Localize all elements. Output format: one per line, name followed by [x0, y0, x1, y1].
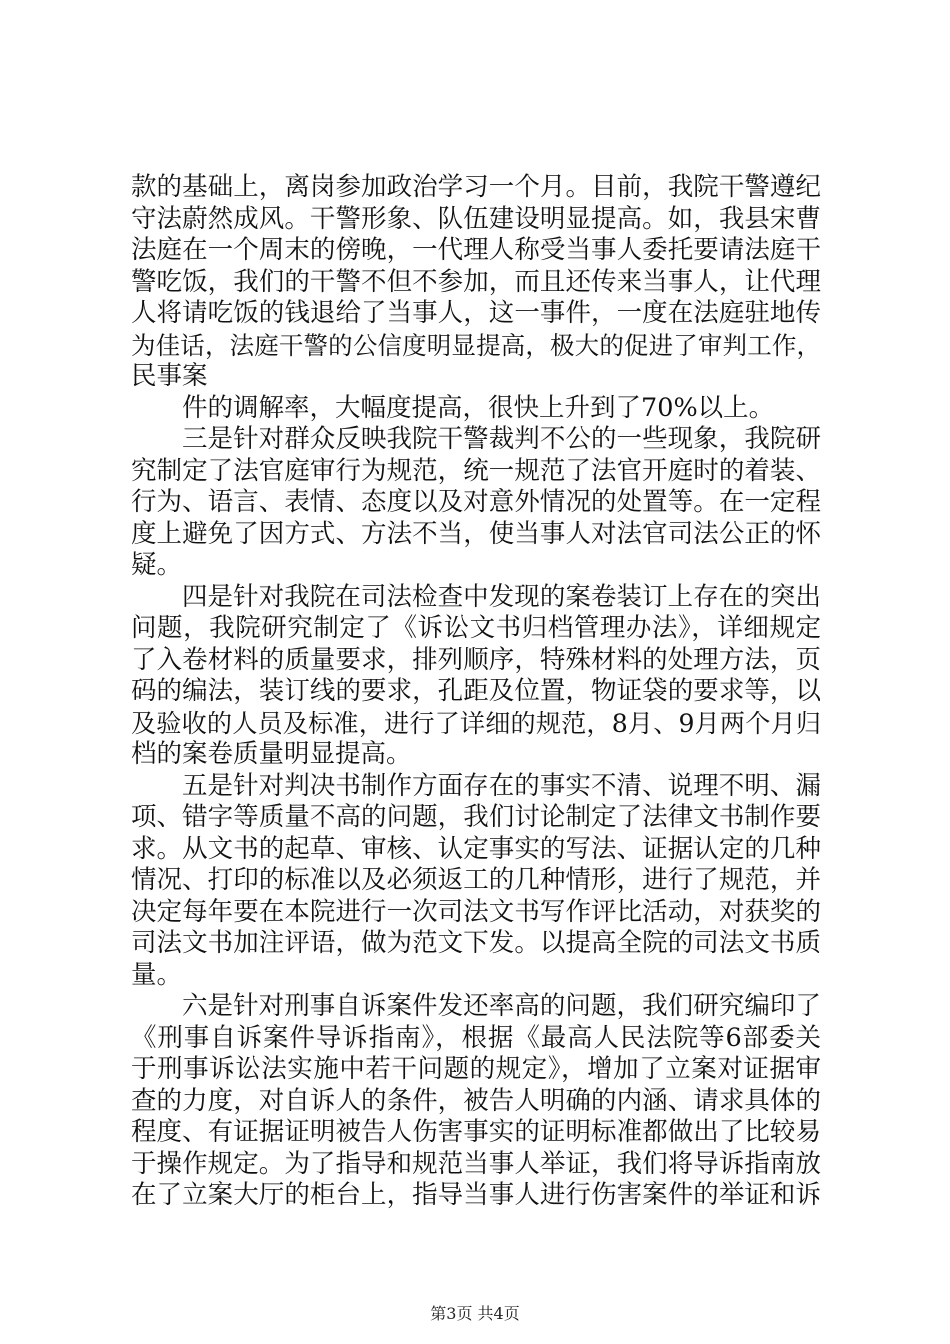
text-line: 疑。 [131, 550, 183, 580]
text-line: 问题，我院研究制定了《诉讼文书归档管理办法》，详细规定 [131, 613, 821, 643]
text-line: 守法蔚然成风。干警形象、队伍建设明显提高。如，我县宋曹 [131, 203, 821, 234]
text-line: 了入卷材料的质量要求，排列顺序，特殊材料的处理方法，页 [131, 644, 821, 675]
paragraph-start-line: 六是针对刑事自诉案件发还率高的问题，我们研究编印了 [182, 991, 821, 1021]
text-line: 行为、语言、表情、态度以及对意外情况的处置等。在一定程 [131, 487, 821, 517]
paragraph-start-line: 四是针对我院在司法检查中发现的案卷装订上存在的突出 [182, 581, 821, 612]
text-line: 民事案 [131, 361, 208, 391]
text-line: 查的力度，对自诉人的条件，被告人明确的内涵、请求具体的 [131, 1085, 821, 1116]
paragraph-start-line: 五是针对判决书制作方面存在的事实不清、说理不明、漏 [182, 770, 821, 801]
text-line: 码的编法，装订线的要求，孔距及位置，物证袋的要求等，以 [131, 676, 821, 706]
paragraph-start-line: 件的调解率，大幅度提高，很快上升到了70%以上。 [182, 392, 775, 423]
text-line: 项、错字等质量不高的问题，我们讨论制定了法律文书制作要 [131, 802, 821, 832]
text-line: 量。 [131, 959, 183, 990]
text-line: 情况、打印的标准以及必须返工的几种情形，进行了规范，并 [131, 865, 821, 895]
text-line: 人将请吃饭的钱退给了当事人，这一事件，一度在法庭驻地传 [131, 298, 821, 328]
text-line: 司法文书加注评语，做为范文下发。以提高全院的司法文书质 [131, 928, 821, 958]
text-line: 在了立案大厅的柜台上，指导当事人进行伤害案件的举证和诉 [131, 1180, 821, 1210]
text-line: 档的案卷质量明显提高。 [131, 739, 412, 769]
text-line: 度上避免了因方式、方法不当，使当事人对法官司法公正的怀 [131, 518, 821, 549]
body-text [131, 172, 821, 1212]
text-line: 于操作规定。为了指导和规范当事人举证，我们将导诉指南放 [131, 1148, 821, 1179]
paragraph-start-line: 三是针对群众反映我院干警裁判不公的一些现象，我院研 [182, 424, 821, 454]
text-line: 于刑事诉讼法实施中若干问题的规定》，增加了立案对证据审 [131, 1054, 821, 1084]
text-line: 《刑事自诉案件导诉指南》，根据《最高人民法院等6部委关 [131, 1022, 821, 1053]
page-number-footer: 第3页 共4页 [430, 1304, 520, 1323]
text-line: 警吃饭，我们的干警不但不参加，而且还传来当事人，让代理 [131, 266, 821, 297]
text-line: 及验收的人员及标准，进行了详细的规范，8月、9月两个月归 [131, 708, 821, 738]
text-line: 款的基础上，离岗参加政治学习一个月。目前，我院干警遵纪 [131, 172, 821, 202]
text-line: 法庭在一个周末的傍晚，一代理人称受当事人委托要请法庭干 [131, 235, 821, 265]
text-line: 为佳话，法庭干警的公信度明显提高，极大的促进了审判工作， [131, 330, 821, 360]
text-line: 究制定了法官庭审行为规范，统一规范了法官开庭时的着装、 [131, 455, 821, 486]
text-line: 程度、有证据证明被告人伤害事实的证明标准都做出了比较易 [131, 1117, 821, 1147]
text-line: 求。从文书的起草、审核、认定事实的写法、证据认定的几种 [131, 833, 821, 864]
text-line: 决定每年要在本院进行一次司法文书写作评比活动，对获奖的 [131, 896, 821, 927]
